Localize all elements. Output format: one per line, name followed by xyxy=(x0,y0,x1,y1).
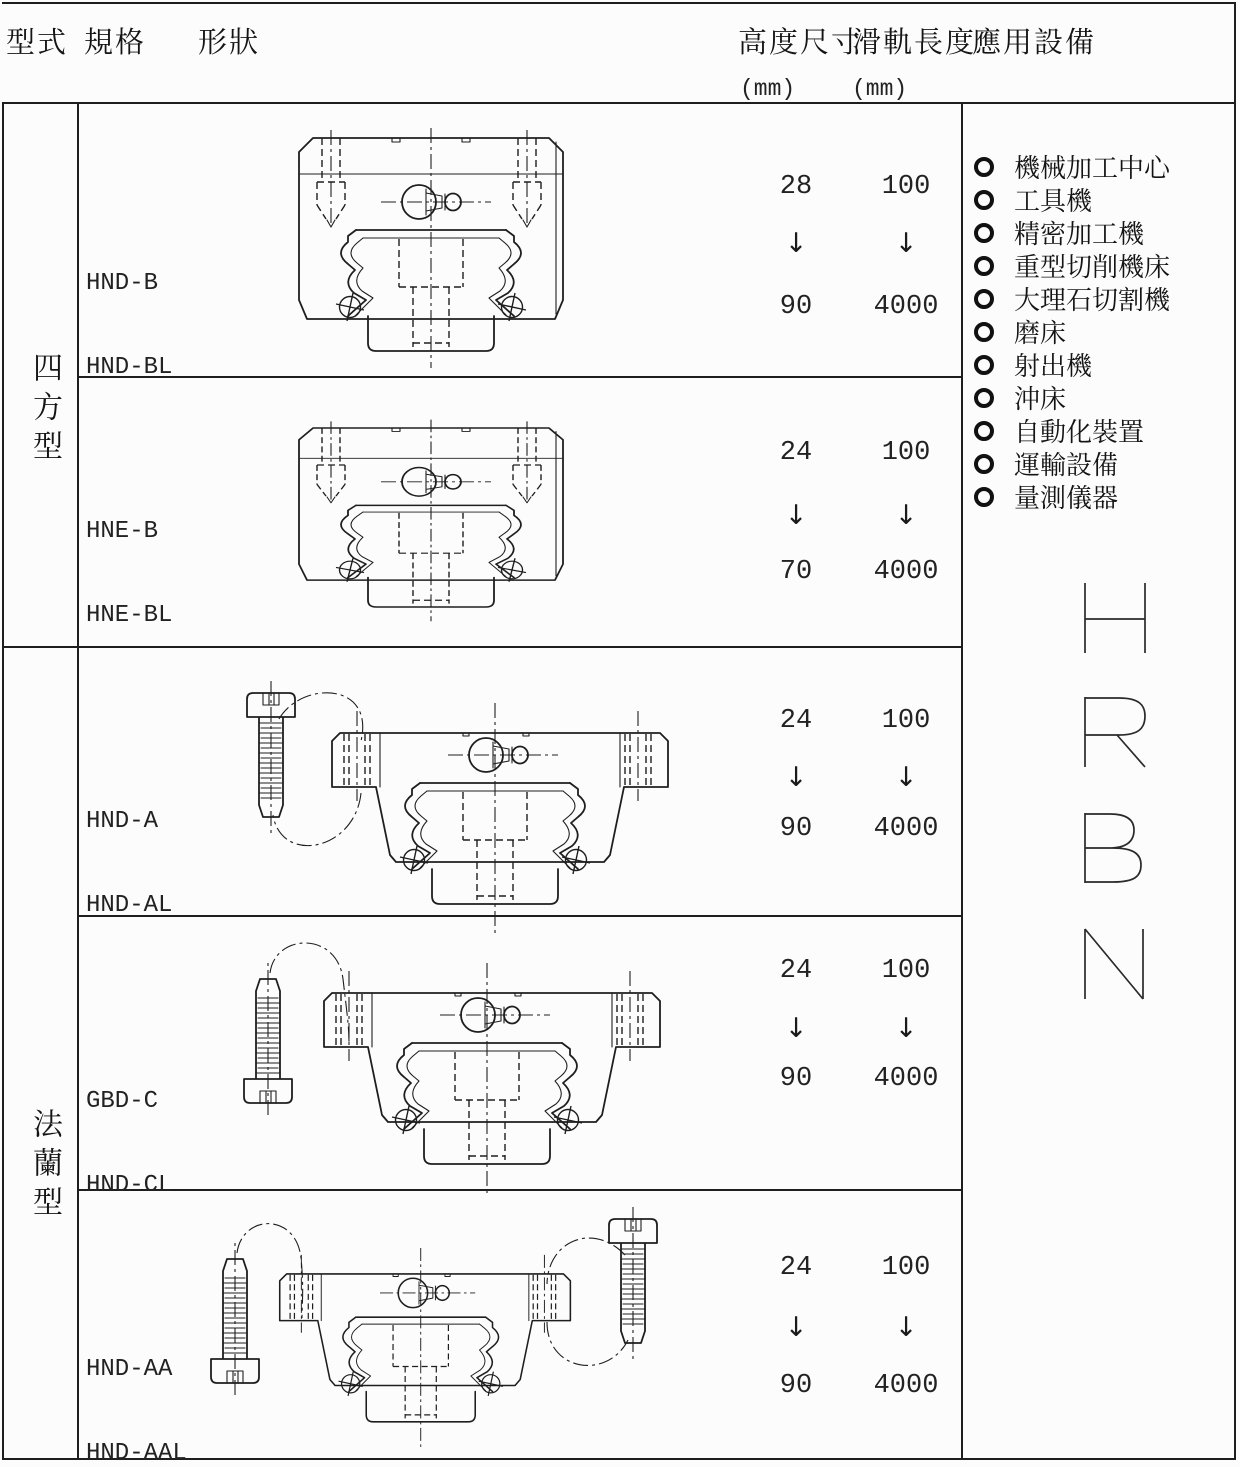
drawing-square-block-hnd-b xyxy=(285,126,577,378)
application-label: 磨床 xyxy=(1014,318,1067,348)
drawing-square-block-hne-b xyxy=(285,396,577,636)
length-min: 100 xyxy=(881,706,931,736)
spec-label xyxy=(86,214,172,438)
group-label-flange: 法蘭型 xyxy=(28,1108,61,1225)
spec-line-1: HNE-B xyxy=(86,518,159,545)
drawing-flange-block-hnd-a xyxy=(225,655,705,921)
height-max: 70 xyxy=(779,557,813,587)
application-label: 量測儀器 xyxy=(1014,483,1119,513)
list-item xyxy=(974,414,1144,447)
header-col-rail-length: 滑軌長度 xyxy=(852,27,977,59)
watermark-letter-n xyxy=(1083,929,1147,1001)
drawing-flange-block-hnd-aa xyxy=(180,1200,790,1460)
range-arrow-icon: ↓ xyxy=(784,762,808,793)
application-label: 工具機 xyxy=(1014,186,1093,216)
header-col-type: 型式 xyxy=(6,27,69,59)
header-col-spec: 規格 xyxy=(84,27,147,59)
height-min: 24 xyxy=(779,956,813,986)
list-item xyxy=(974,480,1118,513)
list-item xyxy=(974,447,1118,480)
spec-line-2: HND-AL xyxy=(86,892,173,919)
table-top-line xyxy=(2,102,1236,104)
circle-bullet-icon xyxy=(974,454,994,474)
spec-line-2: HNE-BL xyxy=(86,602,173,629)
spec-line-2: HND-CL xyxy=(86,1172,173,1199)
length-max: 4000 xyxy=(873,814,939,844)
height-min: 24 xyxy=(779,438,813,468)
unit-length-mm: (mm) xyxy=(852,76,908,102)
circle-bullet-icon xyxy=(974,487,994,507)
drawing-flange-block-gbd-c xyxy=(225,925,705,1187)
height-min: 28 xyxy=(779,172,813,202)
spec-line-1: HND-AA xyxy=(86,1356,173,1383)
height-max: 90 xyxy=(779,1064,813,1094)
header-col-shape: 形狀 xyxy=(198,27,261,59)
height-max: 90 xyxy=(779,1371,813,1401)
length-min: 100 xyxy=(881,172,931,202)
circle-bullet-icon xyxy=(974,190,994,210)
spec-label xyxy=(86,1300,187,1467)
length-max: 4000 xyxy=(873,292,939,322)
group-label-square: 四方型 xyxy=(28,352,61,469)
spec-line-2: HND-AAL xyxy=(86,1440,187,1467)
watermark-letter-b xyxy=(1083,813,1147,885)
watermark-letter-h xyxy=(1083,583,1147,655)
header-col-applications: 應用設備 xyxy=(972,27,1097,59)
range-arrow-icon: ↓ xyxy=(894,500,918,531)
list-item xyxy=(974,348,1092,381)
application-label: 重型切削機床 xyxy=(1014,252,1171,282)
length-min: 100 xyxy=(881,956,931,986)
range-arrow-icon: ↓ xyxy=(894,762,918,793)
range-arrow-icon: ↓ xyxy=(894,228,918,259)
border-left xyxy=(2,102,4,1460)
header-col-height: 高度尺寸 xyxy=(738,27,863,59)
application-label: 精密加工機 xyxy=(1014,219,1145,249)
range-arrow-icon: ↓ xyxy=(894,1312,918,1343)
border-top xyxy=(2,2,1236,4)
application-label: 沖床 xyxy=(1014,384,1067,414)
circle-bullet-icon xyxy=(974,157,994,177)
spec-line-1: HND-B xyxy=(86,270,159,297)
list-item xyxy=(974,249,1170,282)
range-arrow-icon: ↓ xyxy=(784,500,808,531)
spec-line-1: HND-A xyxy=(86,808,159,835)
length-max: 4000 xyxy=(873,1371,939,1401)
watermark-letter-r xyxy=(1083,697,1147,769)
list-item xyxy=(974,381,1066,414)
application-label: 運輸設備 xyxy=(1014,450,1119,480)
list-item xyxy=(974,183,1092,216)
circle-bullet-icon xyxy=(974,256,994,276)
range-arrow-icon: ↓ xyxy=(894,1013,918,1044)
border-right xyxy=(1234,2,1236,1460)
list-item xyxy=(974,282,1170,315)
spec-label xyxy=(86,1032,172,1256)
spec-label xyxy=(86,462,172,686)
circle-bullet-icon xyxy=(974,289,994,309)
list-item xyxy=(974,216,1144,249)
height-min: 24 xyxy=(779,706,813,736)
circle-bullet-icon xyxy=(974,322,994,342)
spec-line-2: HND-BL xyxy=(86,354,173,381)
range-arrow-icon: ↓ xyxy=(784,1312,808,1343)
spec-line-1: GBD-C xyxy=(86,1088,159,1115)
row-divider-4 xyxy=(77,1189,963,1191)
height-max: 90 xyxy=(779,292,813,322)
spec-label xyxy=(86,752,172,976)
length-max: 4000 xyxy=(873,1064,939,1094)
height-max: 90 xyxy=(779,814,813,844)
length-min: 100 xyxy=(881,438,931,468)
unit-height-mm: (mm) xyxy=(740,76,796,102)
circle-bullet-icon xyxy=(974,355,994,375)
height-min: 24 xyxy=(779,1253,813,1283)
application-label: 大理石切割機 xyxy=(1014,285,1171,315)
application-label: 射出機 xyxy=(1014,351,1093,381)
circle-bullet-icon xyxy=(974,388,994,408)
list-item xyxy=(974,315,1066,348)
length-min: 100 xyxy=(881,1253,931,1283)
application-label: 機械加工中心 xyxy=(1014,153,1171,183)
application-label: 自動化裝置 xyxy=(1014,417,1145,447)
circle-bullet-icon xyxy=(974,421,994,441)
type-column-divider xyxy=(77,102,79,1460)
range-arrow-icon: ↓ xyxy=(784,228,808,259)
length-max: 4000 xyxy=(873,557,939,587)
range-arrow-icon: ↓ xyxy=(784,1013,808,1044)
circle-bullet-icon xyxy=(974,223,994,243)
list-item xyxy=(974,150,1170,183)
